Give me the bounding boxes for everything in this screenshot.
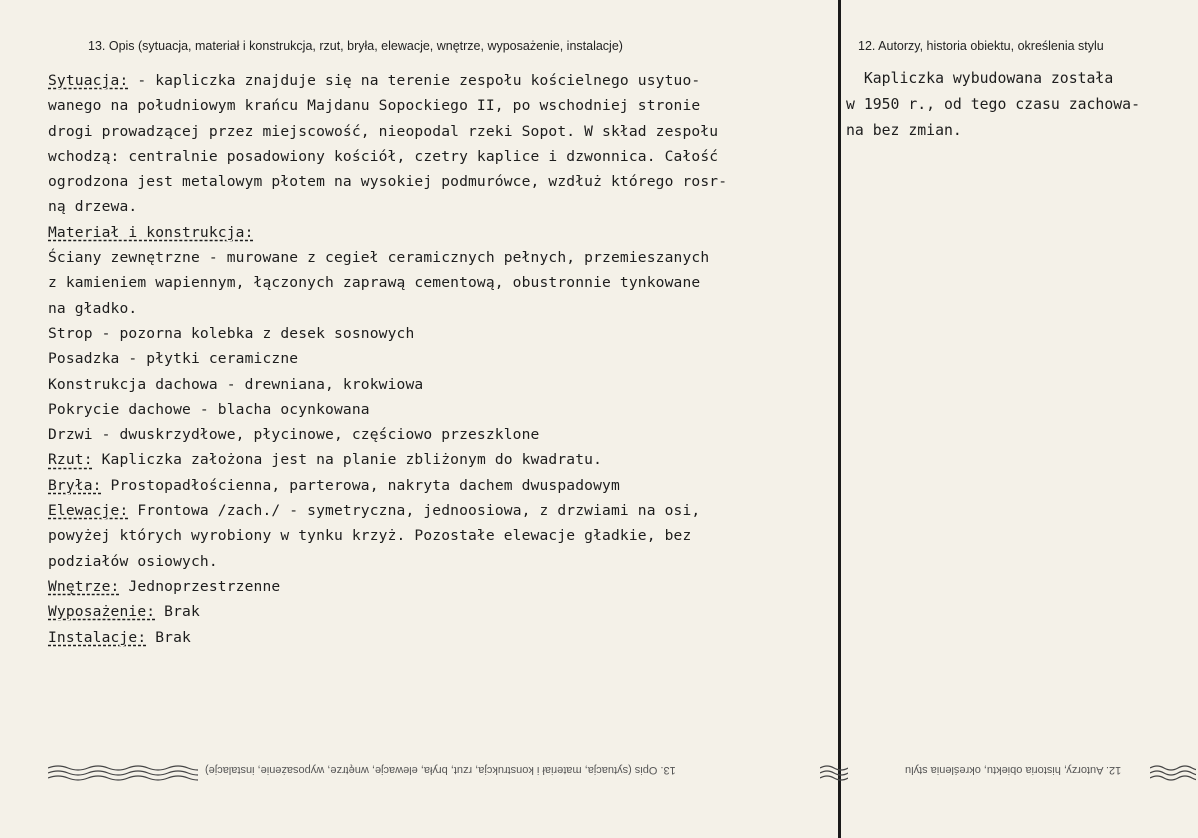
text-line: [48, 346, 838, 371]
text-line: [48, 599, 838, 624]
line-text: na gładko.: [48, 299, 138, 317]
section-12-header: 12. Autorzy, historia obiektu, określenia stylu: [858, 39, 1104, 53]
text-line: [48, 194, 838, 219]
line-text: Prostopadłościenna, parterowa, nakryta dachem dwuspadowym: [101, 476, 620, 494]
line-text: Strop - pozorna kolebka z desek sosnowych: [48, 324, 415, 342]
footer-strip: [0, 762, 1198, 784]
history-line: w 1950 r., od tego czasu zachowa-: [846, 96, 1140, 113]
section-label: Wnętrze:: [48, 577, 120, 595]
line-text: wchodzą: centralnie posadowiony kościół, czetry kaplice i dzwonnica. Całość: [48, 147, 719, 165]
wave-lines-left: [48, 762, 198, 784]
line-text: Kapliczka założona jest na planie zbliżonym do kwadratu.: [92, 451, 603, 469]
text-line: [48, 372, 838, 397]
section-label: Wyposażenie:: [48, 603, 156, 621]
text-line: [48, 625, 838, 650]
text-line: [48, 68, 838, 93]
line-text: Brak: [146, 628, 191, 646]
text-line: [48, 574, 838, 599]
section-label: Rzut:: [48, 451, 93, 469]
history-body: [846, 66, 1196, 144]
history-line: na bez zmian.: [846, 122, 962, 139]
line-text: Brak: [155, 603, 200, 621]
section-label: Elewacje:: [48, 502, 129, 520]
line-text: Jednoprzestrzenne: [119, 577, 281, 595]
line-text: Drzwi - dwuskrzydłowe, płycinowe, częściowo przeszklone: [48, 426, 540, 444]
wave-lines-right: [1150, 762, 1196, 784]
text-line: [48, 473, 838, 498]
text-line: [48, 169, 838, 194]
text-line: [48, 144, 838, 169]
text-line: [48, 270, 838, 295]
text-line: [48, 523, 838, 548]
text-line: [48, 498, 838, 523]
wave-lines-mid: [820, 762, 848, 784]
line-text: Konstrukcja dachowa - drewniana, krokwiowa: [48, 375, 424, 393]
mirrored-footer-text-left: 13. Opis (sytuacja, materiał i konstrukcja, rzut, bryła, elewacje, wnętrze, wyposażenie, instalacje): [205, 764, 676, 776]
line-text: powyżej których wyrobiony w tynku krzyż. Pozostałe elewacje gładkie, bez: [48, 527, 692, 545]
text-line: [48, 220, 838, 245]
section-13-header: 13. Opis (sytuacja, materiał i konstrukcja, rzut, bryła, elewacje, wnętrze, wyposażenie, instalacje): [88, 39, 623, 53]
section-label: Bryła:: [48, 476, 102, 494]
text-line: [48, 447, 838, 472]
text-line: [48, 321, 838, 346]
mirrored-footer-text-right: 12. Autorzy, historia obiektu, określenia stylu: [905, 764, 1122, 776]
line-text: ogrodzona jest metalowym płotem na wysokiej podmurówce, wzdłuż którego rosr-: [48, 173, 728, 191]
line-text: z kamieniem wapiennym, łączonych zaprawą cementową, obustronnie tynkowane: [48, 274, 701, 292]
line-text: ną drzewa.: [48, 198, 138, 216]
text-line: [48, 93, 838, 118]
text-line: [48, 397, 838, 422]
description-body: [48, 68, 838, 650]
text-line: [48, 245, 838, 270]
line-text: podziałów osiowych.: [48, 552, 218, 570]
line-text: wanego na południowym krańcu Majdanu Sopockiego II, po wschodniej stronie: [48, 97, 701, 115]
text-line: [48, 119, 838, 144]
text-line: [48, 422, 838, 447]
line-text: - kapliczka znajduje się na terenie zespołu kościelnego usytuo-: [128, 72, 701, 89]
section-label: Materiał i konstrukcja:: [48, 223, 254, 241]
line-text: drogi prowadzącej przez miejscowość, nieopodal rzeki Sopot. W skład zespołu: [48, 122, 719, 140]
history-line: Kapliczka wybudowana została: [846, 70, 1114, 87]
column-divider: [838, 0, 841, 838]
section-label: Sytuacja:: [48, 72, 129, 89]
line-text: Posadzka - płytki ceramiczne: [48, 350, 299, 368]
line-text: Pokrycie dachowe - blacha ocynkowana: [48, 400, 370, 418]
text-line: [48, 549, 838, 574]
line-text: Frontowa /zach./ - symetryczna, jednoosiowa, z drzwiami na osi,: [128, 502, 701, 520]
line-text: Ściany zewnętrzne - murowane z cegieł ceramicznych pełnych, przemieszanych: [48, 249, 710, 267]
text-line: [48, 296, 838, 321]
section-label: Instalacje:: [48, 628, 147, 646]
